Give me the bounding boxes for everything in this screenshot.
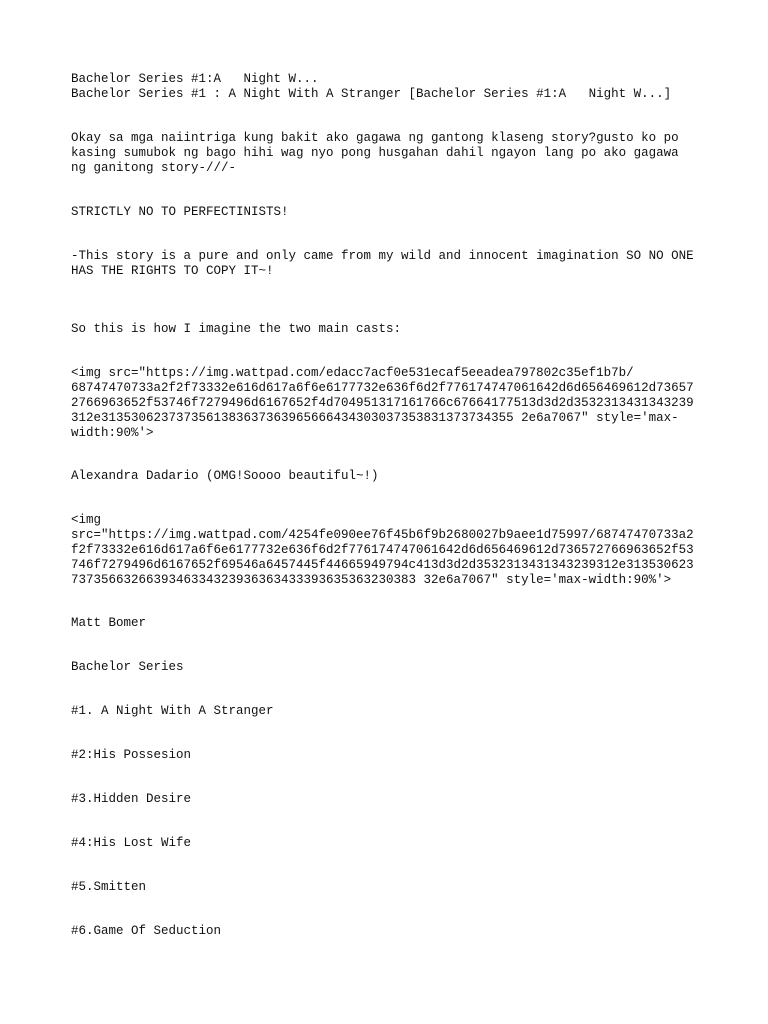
warning-text: STRICTLY NO TO PERFECTINISTS! <box>71 205 289 219</box>
image-tag-2-line-5: 7373566326639346334323936363433393635363230383 32e6a7067" style='max-width:90%'> <box>71 573 672 587</box>
intro-line-1: Okay sa mga naiintriga kung bakit ako gagawa ng gantong klaseng story?gusto ko po <box>71 131 679 145</box>
image-tag-2-line-1: <img <box>71 513 102 527</box>
image-tag-1-line-2: 68747470733a2f2f73332e616d617a6f6e6177732e636f6d2f776174747061642d6d656469612d73657 <box>71 381 694 395</box>
image-tag-2-line-3: f2f73332e616d617a6f6e6177732e636f6d2f776174747061642d6d656469612d736572766963652f53 <box>71 543 694 557</box>
image-tag-1-line-5: width:90%'> <box>71 426 154 440</box>
header-title-short: Bachelor Series #1:A Night W... <box>71 72 319 86</box>
image-tag-2-line-4: 746f7279496d6167652f69546a6457445f44665949794c413d3d2d3532313431343239312e313530623 <box>71 558 694 572</box>
intro-line-3: ng ganitong story-///- <box>71 161 237 175</box>
series-item-1: #1. A Night With A Stranger <box>71 704 274 718</box>
image-tag-1-line-1: <img src="https://img.wattpad.com/edacc7acf0e531ecaf5eeadea797802c35ef1b7b/ <box>71 366 634 380</box>
series-item-5: #5.Smitten <box>71 880 147 894</box>
series-item-6: #6.Game Of Seduction <box>71 924 222 938</box>
image-tag-1-line-3: 2766963652f53746f7279496d6167652f4d704951317161766c67664177513d3d2d3532313431343239 <box>71 396 694 410</box>
disclaimer-line-1: -This story is a pure and only came from my wild and innocent imagination SO NO ONE <box>71 249 694 263</box>
casts-intro: So this is how I imagine the two main casts: <box>71 322 402 336</box>
cast-1-name: Alexandra Dadario (OMG!Soooo beautiful~!) <box>71 469 379 483</box>
series-item-4: #4:His Lost Wife <box>71 836 192 850</box>
cast-2-name: Matt Bomer <box>71 616 147 630</box>
image-tag-1-line-4: 312e3135306237373561383637363965666434303037353831373734355 2e6a7067" style='max- <box>71 411 679 425</box>
series-item-3: #3.Hidden Desire <box>71 792 192 806</box>
header-title-full: Bachelor Series #1 : A Night With A Stranger [Bachelor Series #1:A Night W...] <box>71 87 672 101</box>
image-tag-2-line-2: src="https://img.wattpad.com/4254fe090ee76f45b6f9b2680027b9aee1d75997/68747470733a2 <box>71 528 694 542</box>
series-heading: Bachelor Series <box>71 660 184 674</box>
series-item-2: #2:His Possesion <box>71 748 192 762</box>
disclaimer-line-2: HAS THE RIGHTS TO COPY IT~! <box>71 264 274 278</box>
intro-line-2: kasing sumubok ng bago hihi wag nyo pong husgahan dahil ngayon lang po ako gagawa <box>71 146 679 160</box>
